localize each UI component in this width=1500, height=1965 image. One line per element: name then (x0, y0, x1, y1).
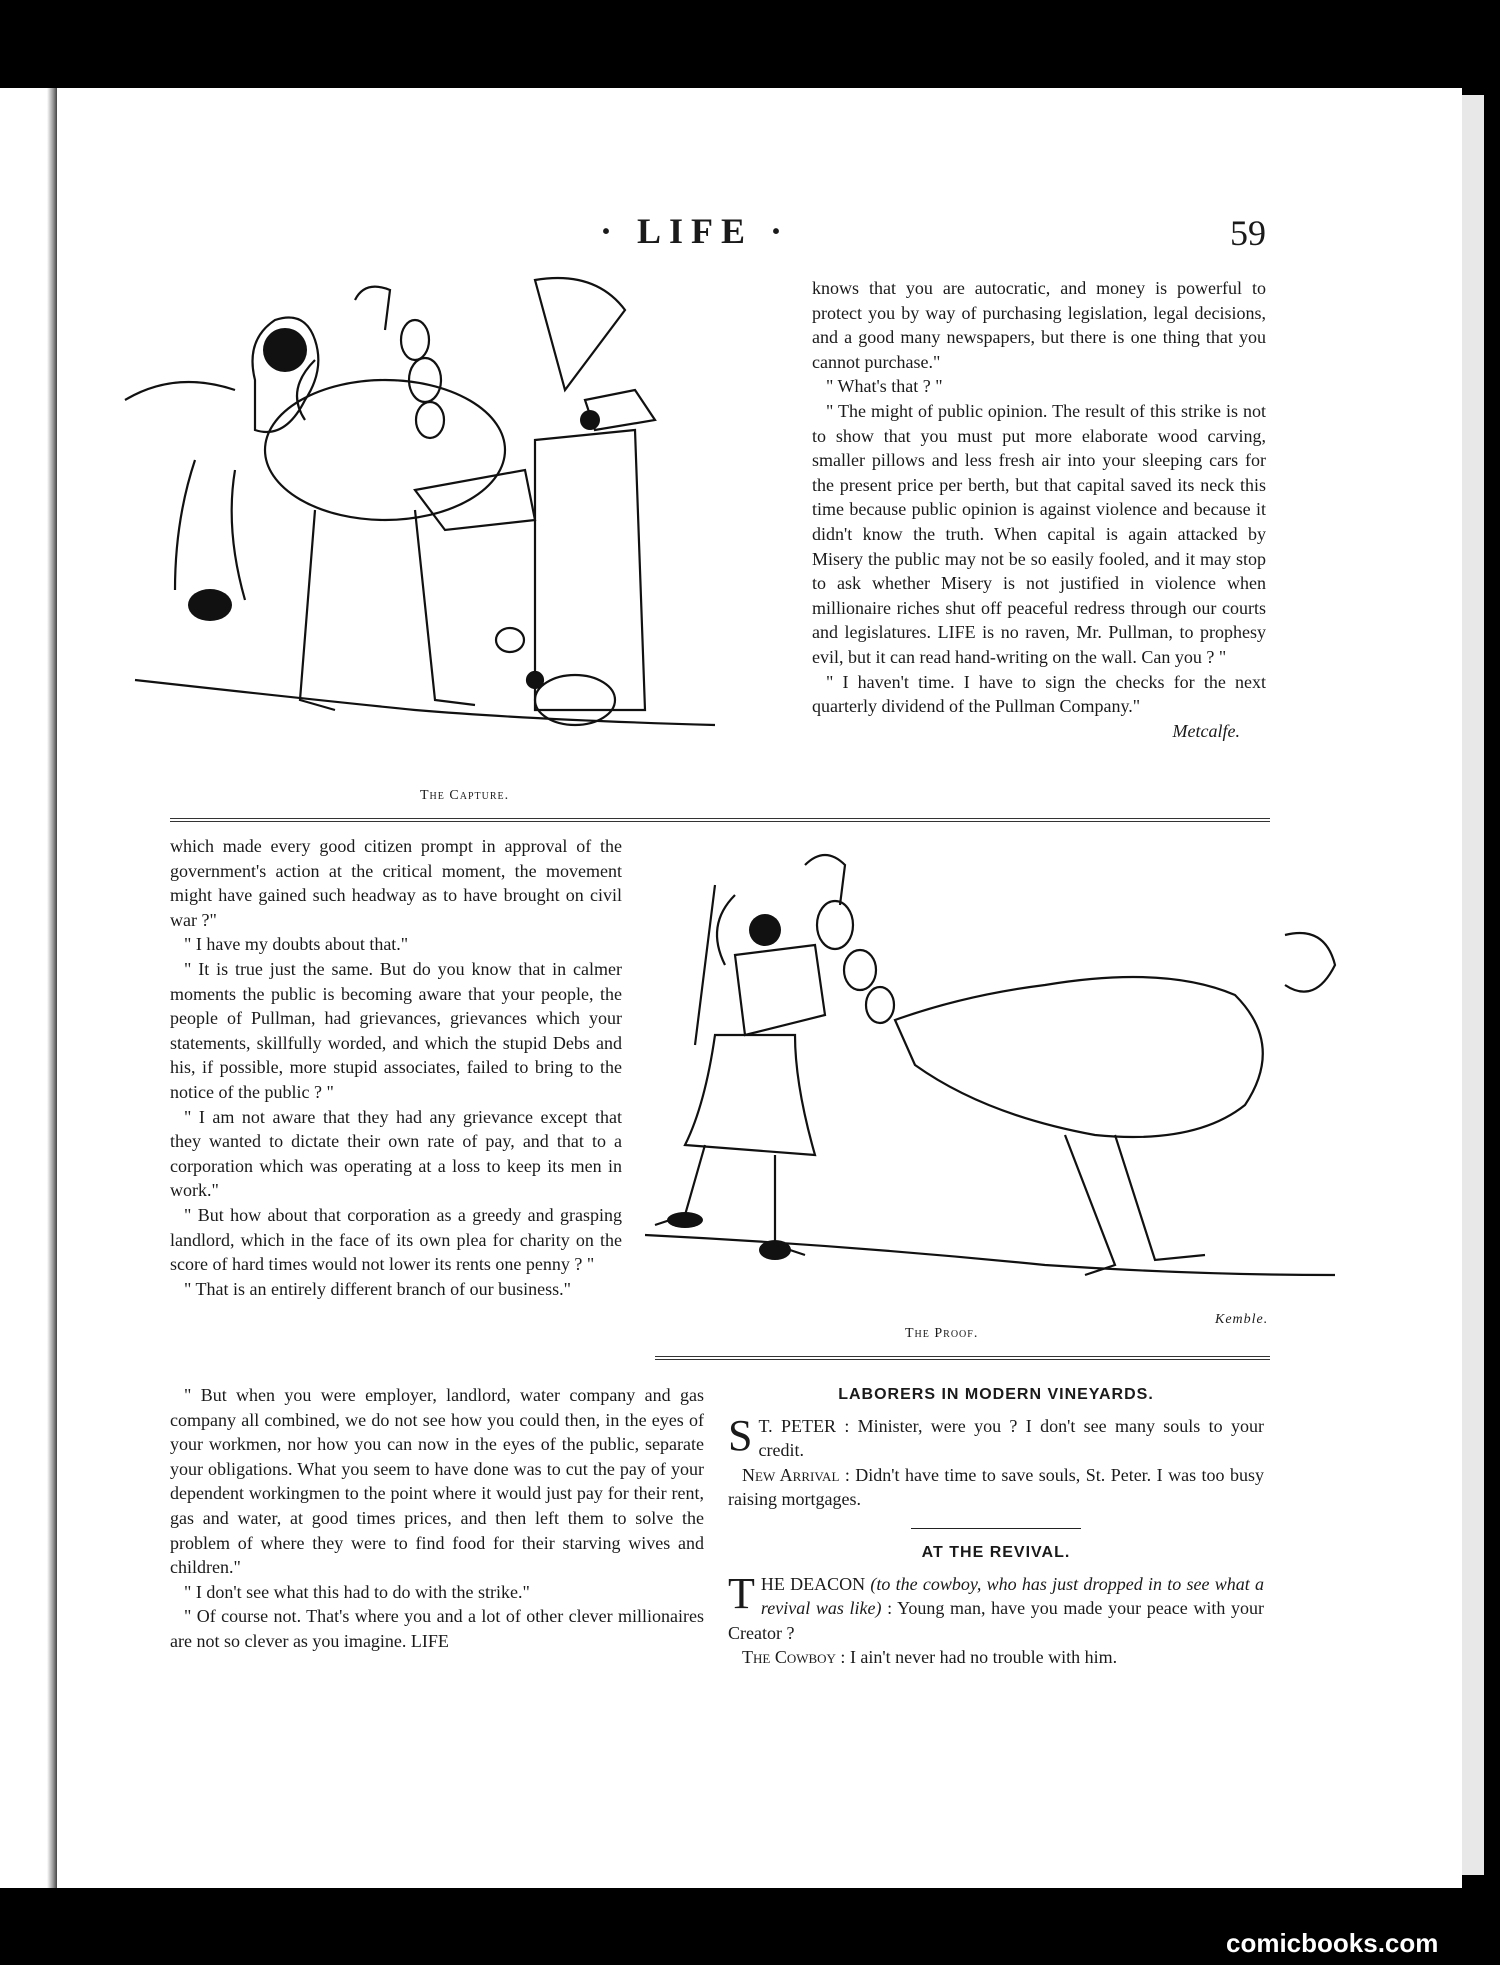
dialogue-paragraph (728, 1645, 1264, 1670)
paragraph: " I haven't time. I have to sign the checks for the next quarterly dividend of the Pullman Company." (812, 671, 1266, 717)
speaker: The Cowboy : (742, 1647, 846, 1668)
speaker: T. PETER : (758, 1415, 850, 1436)
dialogue-line: Didn't have time to save souls, St. Peter. I was too busy raising mortgages. (728, 1464, 1264, 1510)
laborers-dialogue (728, 1410, 1264, 1463)
dialogue-paragraph (728, 1463, 1264, 1512)
laborers-heading: LABORERS IN MODERN VINEYARDS. (838, 1386, 1154, 1403)
paragraph: knows that you are autocratic, and money is powerful to protect you by way of purchasing legislation, legal decisions, and a good many newspapers, but there is one thing that you cannot purchase." (812, 278, 1266, 372)
paragraph: " I have my doubts about that." (184, 934, 409, 955)
middle-left-column (170, 834, 622, 1301)
speaker: HE DEACON (760, 1573, 866, 1594)
paragraph: " What's that ? " (826, 376, 943, 397)
drop-cap: S (728, 1410, 753, 1460)
proof-illustration (645, 845, 1345, 1315)
page-number: 59 (1230, 213, 1266, 253)
top-right-column (812, 276, 1266, 743)
paragraph: " It is true just the same. But do you know that in calmer moments the public is becoming aware that your people, the people of Pullman, had grievances, grievances which your statements, skillfully worded, and which the stupid Debs and his, if possible, more stupid associates, failed to bring to the notice of the public ? " (170, 958, 622, 1102)
paragraph: " I don't see what this had to do with the strike." (184, 1581, 530, 1602)
paragraph: " That is an entirely different branch of our business." (184, 1278, 571, 1299)
dialogue-line: I ain't never had no trouble with him. (845, 1647, 1118, 1668)
author-signature: Metcalfe. (1172, 720, 1240, 741)
proof-caption: The Proof. (905, 1326, 979, 1341)
revival-dialogue (728, 1568, 1265, 1646)
right-page-edge (1462, 95, 1484, 1875)
watermark: comicbooks.com (1226, 1928, 1439, 1958)
masthead-title: · LIFE · (600, 211, 791, 251)
capture-caption: The Capture. (420, 788, 510, 803)
section-divider (655, 1356, 1270, 1360)
artist-signature: Kemble. (1215, 1312, 1269, 1327)
bottom-left-column (170, 1383, 704, 1654)
dialogue-line: : Young man, have you made your peace with your Creator ? (728, 1598, 1264, 1643)
paragraph: " But when you were employer, landlord, water company and gas company all combined, we do not see how you could then, in the eyes of your workmen, nor how you can now in the eyes of the public, separate your obligations. What you seem to have done was to cut the pay of your dependent workingmen to the point where it would just pay for their rent, gas and water, at good times prices, and then left them to solve the problem of where they were to find food for their starving wives and children." (170, 1385, 704, 1578)
paragraph: " But how about that corporation as a greedy and grasping landlord, which in the face of its own plea for charity on the score of hard times would not lower its rents one penny ? " (170, 1204, 622, 1275)
speaker: New Arrival : (742, 1464, 850, 1485)
stage-direction: (to the cowboy, who has just dropped in to see what a revival was like) (760, 1573, 1265, 1619)
paragraph: " Of course not. That's where you and a lot of other clever millionaires are not so clever as you imagine. LIFE (170, 1606, 704, 1651)
short-divider (911, 1528, 1081, 1529)
paragraph: " I am not aware that they had any grievance except that they wanted to dictate their own rate of pay, and that to a corporation which was operating at a loss to keep its men in work." (170, 1106, 622, 1201)
section-divider (170, 818, 1270, 822)
capture-illustration (115, 270, 795, 780)
revival-heading: AT THE REVIVAL. (921, 1543, 1071, 1561)
left-page-edge (0, 88, 57, 1888)
paragraph: which made every good citizen prompt in approval of the government's action at the critical moment, the movement might have gained such headway as to have brought on civil war ?" (170, 836, 622, 930)
bottom-right-column (728, 1383, 1264, 1670)
drop-cap: T (728, 1568, 755, 1618)
dialogue-line: Minister, were you ? I don't see many souls to your credit. (758, 1415, 1264, 1461)
paragraph: " The might of public opinion. The result of this strike is not to show that you must put more elaborate wood carving, smaller pillows and less fresh air into your sleeping cars for the present price per berth, but that capital saved its neck this time because public opinion is against violence and because it didn't know the truth. When capital is again attacked by Misery the public may not be so easily fooled, and it may stop to ask whether Misery is not justified in violence when millionaire riches shut off peaceful redress through our courts and legislatures. LIFE is no raven, Mr. Pullman, to prophesy evil, but it can read hand-writing on the wall. Can you ? " (812, 400, 1266, 667)
